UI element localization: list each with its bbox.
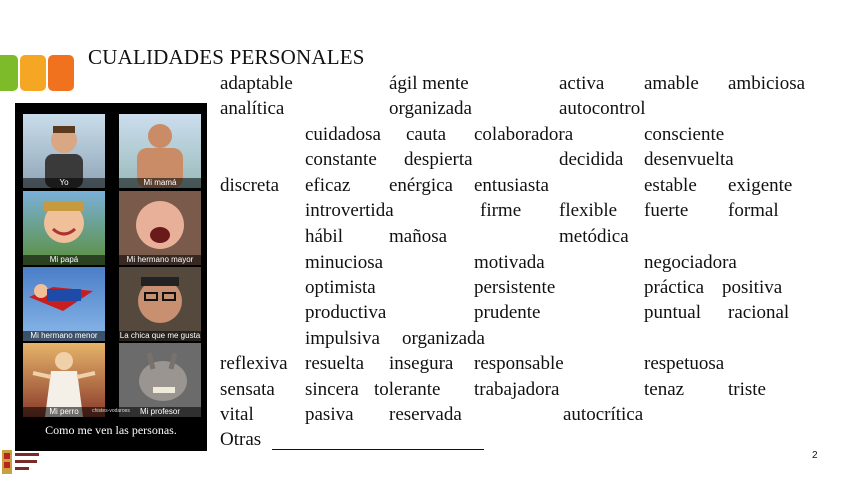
- quality-word: optimista: [305, 277, 376, 298]
- meme-panel-label: Mi hermano mayor: [119, 255, 201, 265]
- quality-word: activa: [559, 73, 605, 94]
- quality-word: prudente: [474, 302, 541, 323]
- quality-word: autocontrol: [559, 98, 646, 119]
- quality-word: autocrítica: [563, 404, 644, 425]
- quality-word: racional: [728, 302, 790, 323]
- quality-word: persistente: [474, 277, 556, 298]
- quality-word: cuidadosa: [305, 124, 381, 145]
- university-crest-icon: [0, 447, 42, 477]
- meme-panel-label: Mi perro: [23, 407, 105, 417]
- quality-word: eficaz: [305, 175, 351, 196]
- quality-word: vital: [220, 404, 254, 425]
- quality-word: insegura: [389, 353, 454, 374]
- quality-word: decidida: [559, 149, 624, 170]
- quality-word: exigente: [728, 175, 793, 196]
- quality-word: resuelta: [305, 353, 365, 374]
- otras-blank-line: [272, 449, 484, 450]
- quality-word: responsable: [474, 353, 564, 374]
- meme-panel-label: Mi mamá: [119, 178, 201, 188]
- quality-word: mañosa: [389, 226, 448, 247]
- quality-word: constante: [305, 149, 377, 170]
- quality-word: puntual: [644, 302, 701, 323]
- quality-word: minuciosa: [305, 252, 384, 273]
- quality-word: introvertida: [305, 200, 394, 221]
- university-crest-logo: [0, 447, 42, 477]
- quality-word: cauta: [406, 124, 447, 145]
- quality-word: fuerte: [644, 200, 689, 221]
- quality-word: sincera: [305, 379, 359, 400]
- quality-word: desenvuelta: [644, 149, 734, 170]
- quality-word: estable: [644, 175, 697, 196]
- quality-word: práctica: [644, 277, 705, 298]
- quality-word: reservada: [389, 404, 462, 425]
- meme-watermark: chistes-vodaroes: [92, 408, 130, 414]
- quality-word: respetuosa: [644, 353, 725, 374]
- quality-word: ambiciosa: [728, 73, 806, 94]
- meme-panel-label: La chica que me gusta: [119, 331, 201, 340]
- quality-word: formal: [728, 200, 779, 221]
- quality-word: entusiasta: [474, 175, 549, 196]
- quality-word: tenaz: [644, 379, 685, 400]
- quality-word: organizada: [389, 98, 472, 119]
- meme-caption: Como me ven las personas.: [45, 423, 177, 437]
- quality-word: productiva: [305, 302, 387, 323]
- quality-word: analítica: [220, 98, 285, 119]
- quality-word: colaboradora: [474, 124, 574, 145]
- meme-panel-label: Mi profesor: [119, 407, 201, 417]
- otras-label: Otras: [220, 429, 262, 450]
- quality-word: firme: [480, 200, 522, 221]
- quality-word: tolerante: [374, 379, 441, 400]
- quality-word: positiva: [722, 277, 783, 298]
- quality-word: organizada: [402, 328, 485, 349]
- quality-word: reflexiva: [220, 353, 288, 374]
- slide-title: CUALIDADES PERSONALES: [88, 45, 365, 69]
- quality-word: triste: [728, 379, 766, 400]
- quality-word: pasiva: [305, 404, 354, 425]
- quality-word: motivada: [474, 252, 545, 273]
- quality-word: hábil: [305, 226, 343, 247]
- meme-panel-label: Mi papá: [23, 255, 105, 265]
- quality-word: adaptable: [220, 73, 293, 94]
- page-number: 2: [812, 450, 818, 461]
- quality-word: ágil mente: [389, 73, 469, 94]
- quality-word: metódica: [559, 226, 629, 247]
- quality-word: trabajadora: [474, 379, 560, 400]
- quality-word: negociadora: [644, 252, 737, 273]
- quality-word: enérgica: [389, 175, 453, 196]
- meme-panel-label: Mi hermano menor: [23, 331, 105, 341]
- quality-word: amable: [644, 73, 699, 94]
- quality-word: flexible: [559, 200, 618, 221]
- quality-word: despierta: [404, 149, 473, 170]
- quality-word: sensata: [220, 379, 275, 400]
- meme-panel-label: Yo: [23, 178, 105, 188]
- quality-word: discreta: [220, 175, 280, 196]
- quality-word: consciente: [644, 124, 725, 145]
- quality-word: impulsiva: [305, 328, 380, 349]
